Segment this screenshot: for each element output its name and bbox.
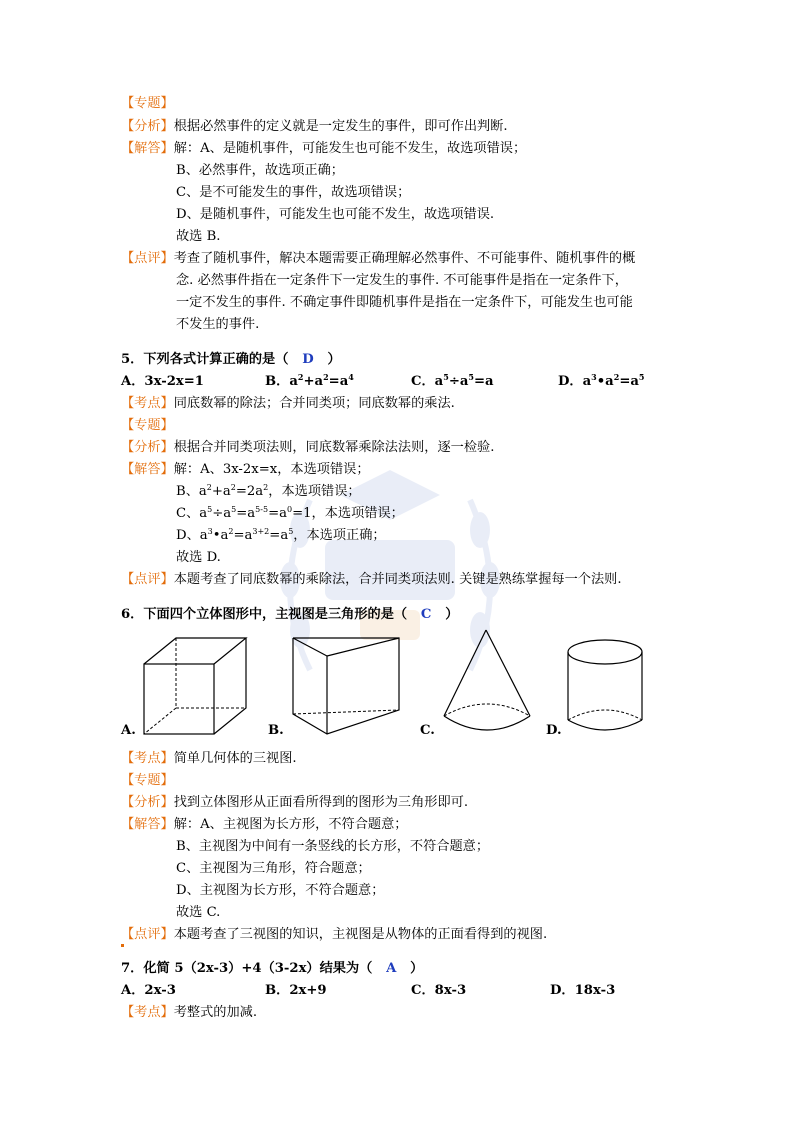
q4-comment-2: 念. 必然事件指在一定条件下一定发生的事件. 不可能事件是指在一定条件下， (176, 273, 628, 288)
q4-solution-b: B、必然事件，故选项正确； (176, 163, 344, 178)
cylinder-figure (562, 636, 648, 738)
q6-stem: 6．下面四个立体图形中，主视图是三角形的是（ C ） (121, 607, 459, 622)
q4-solution-end: 故选 B. (176, 229, 221, 244)
q6-label-d: D. (546, 723, 562, 738)
q6-solution-b: B、主视图为中间有一条竖线的长方形，不符合题意； (176, 839, 490, 854)
q4-solution-a: 【解答】解：A、是随机事件，可能发生也可能不发生，故选项错误； (121, 141, 527, 156)
q5-option-b: B．$a^2+a^2=a^4$ (265, 372, 354, 389)
q7-option-a: A．2x-3 (121, 983, 176, 998)
q6-solution-c: C、主视图为三角形，符合题意； (176, 861, 371, 876)
stray-mark (121, 944, 124, 947)
q6-analysis: 【分析】找到立体图形从正面看所得到的图形为三角形即可. (121, 795, 469, 810)
q6-topic-tag: 【专题】 (121, 773, 174, 788)
q6-label-c: C. (420, 723, 435, 738)
q4-topic-tag: 【专题】 (121, 96, 174, 111)
q4-comment: 【点评】考查了随机事件，解决本题需要正确理解必然事件、不可能事件、随机事件的概 (121, 251, 636, 266)
q5-solution-b: B、$a^2+a^2=2a^2$，本选项错误； (176, 483, 361, 499)
q4-comment-4: 不发生的事件. (176, 317, 260, 332)
q7-stem: 7．化简 5（2x-3）+4（3-2x）结果为（ A ） (121, 961, 424, 976)
q7-option-b: B．2x+9 (265, 983, 327, 998)
q6-solution-a: 【解答】解：A、主视图为长方形，不符合题意； (121, 817, 408, 832)
q7-option-c: C．8x-3 (411, 983, 467, 998)
q6-solution-d: D、主视图为长方形，不符合题意； (176, 883, 385, 898)
q4-solution-c: C、是不可能发生的事件，故选项错误； (176, 185, 411, 200)
q4-solution-d: D、是随机事件，可能发生也可能不发生，故选项错误. (176, 207, 495, 222)
q7-point: 【考点】考整式的加减. (121, 1005, 258, 1020)
q6-label-b: B. (268, 723, 284, 738)
q5-point: 【考点】同底数幂的除法；合并同类项；同底数幂的乘法. (121, 396, 455, 411)
q5-solution-c: C、$a^5\div a^5=a^{5-5}=a^0=1$，本选项错误； (176, 505, 404, 521)
q7-option-d: D．18x-3 (550, 983, 616, 998)
q6-label-a: A. (121, 723, 136, 738)
cube-figure (138, 634, 250, 738)
q5-comment: 【点评】本题考查了同底数幂的乘除法，合并同类项法则. 关键是熟练掌握每一个法则. (121, 572, 622, 587)
triangular-prism-figure (287, 632, 405, 738)
q5-solution-a: 【解答】解：A、3x-2x=x，本选项错误； (121, 462, 370, 477)
q5-stem: 5．下列各式计算正确的是（ D ） (121, 352, 341, 367)
cone-figure (438, 626, 538, 738)
q5-analysis: 【分析】根据合并同类项法则，同底数幂乘除法法则，逐一检验. (121, 440, 495, 455)
q5-topic-tag: 【专题】 (121, 418, 174, 433)
q6-point: 【考点】简单几何体的三视图. (121, 751, 297, 766)
q6-comment: 【点评】本题考查了三视图的知识，主视图是从物体的正面看得到的视图. (121, 927, 548, 942)
q5-option-c: C．$a^5\div a^5=a$ (411, 372, 494, 389)
q4-analysis: 【分析】根据必然事件的定义就是一定发生的事件，即可作出判断. (121, 119, 508, 134)
q6-solution-end: 故选 C. (176, 905, 221, 920)
q4-comment-3: 一定不发生的事件. 不确定事件即随机事件是指在一定条件下，可能发生也可能 (176, 295, 633, 310)
q5-option-d: D．$a^3•a^2=a^5$ (558, 372, 645, 389)
q5-solution-d: D、$a^3•a^2=a^{3+2}=a^5$，本选项正确； (176, 527, 386, 543)
q5-option-a: A．3x-2x=1 (121, 374, 204, 389)
q5-solution-end: 故选 D. (176, 550, 221, 565)
